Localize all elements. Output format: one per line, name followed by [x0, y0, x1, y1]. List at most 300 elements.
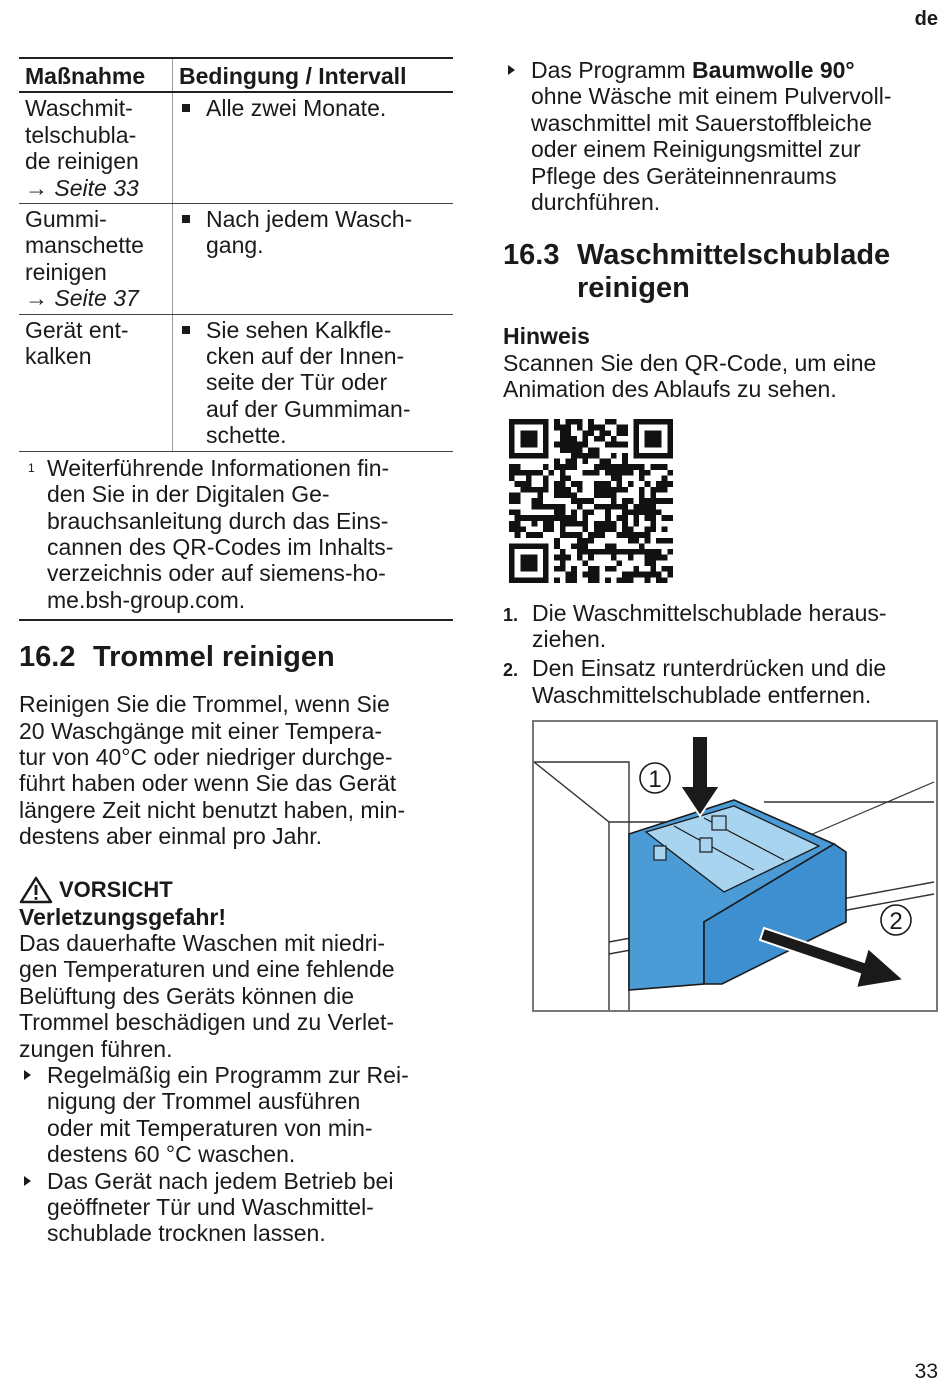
- condition-line: seite der Tür oder: [206, 369, 388, 396]
- bullet-line: Pflege des Geräteinnenraums: [531, 162, 837, 189]
- qr-module: [543, 487, 549, 493]
- qr-module: [645, 577, 651, 583]
- qr-module: [599, 526, 605, 532]
- step-2-label: 2: [889, 908, 903, 936]
- qr-module: [543, 464, 549, 470]
- qr-module: [605, 515, 611, 521]
- qr-module: [633, 503, 639, 509]
- qr-module: [605, 470, 611, 476]
- qr-module: [543, 520, 549, 526]
- qr-module: [611, 526, 617, 532]
- qr-module: [560, 441, 566, 447]
- qr-module: [537, 492, 543, 498]
- qr-module: [611, 464, 617, 470]
- qr-module: [583, 549, 589, 555]
- step-item: [503, 600, 939, 653]
- qr-module: [667, 566, 673, 572]
- measure-line: Waschmit-: [25, 95, 133, 122]
- qr-module: [594, 549, 600, 555]
- qr-module: [645, 571, 651, 577]
- intro-line: 20 Waschgänge mit einer Tempera-: [19, 717, 383, 744]
- qr-module: [554, 424, 560, 430]
- qr-module: [662, 515, 668, 521]
- qr-module: [667, 498, 673, 504]
- qr-module: [628, 526, 634, 532]
- table-header-row: [19, 58, 453, 92]
- qr-module: [566, 458, 572, 464]
- qr-module: [583, 453, 589, 459]
- qr-module: [622, 453, 628, 459]
- qr-module: [571, 464, 577, 470]
- qr-module: [616, 549, 622, 555]
- qr-module: [549, 520, 555, 526]
- qr-module: [537, 503, 543, 509]
- qr-module: [628, 509, 634, 515]
- qr-module: [577, 503, 583, 509]
- qr-module: [616, 464, 622, 470]
- qr-module: [571, 543, 577, 549]
- qr-module: [532, 487, 538, 493]
- qr-module: [509, 464, 515, 470]
- qr-module: [526, 470, 532, 476]
- qr-module: [509, 526, 515, 532]
- qr-module: [616, 560, 622, 566]
- page-reference-link[interactable]: → Seite 33: [25, 174, 139, 201]
- qr-module: [599, 436, 605, 442]
- qr-module: [588, 419, 594, 425]
- qr-module: [616, 470, 622, 476]
- qr-module: [639, 571, 645, 577]
- qr-module: [605, 520, 611, 526]
- qr-module: [605, 492, 611, 498]
- qr-module: [611, 419, 617, 425]
- bullet-text: Das Programm: [531, 57, 693, 83]
- qr-module: [560, 509, 566, 515]
- qr-module: [616, 577, 622, 583]
- qr-module: [594, 566, 600, 572]
- qr-module: [583, 543, 589, 549]
- qr-module: [605, 441, 611, 447]
- qr-module: [554, 458, 560, 464]
- qr-module: [520, 430, 537, 447]
- footnote-line: me.bsh-group.com.: [47, 586, 246, 613]
- warning-headline: Verletzungsgefahr!: [19, 903, 227, 930]
- qr-module: [599, 458, 605, 464]
- qr-module: [599, 464, 605, 470]
- bullet-line: Das Gerät nach jedem Betrieb bei: [47, 1167, 394, 1194]
- qr-module: [537, 487, 543, 493]
- qr-module: [633, 571, 639, 577]
- qr-module: [605, 543, 611, 549]
- qr-module: [583, 498, 589, 504]
- qr-module: [662, 537, 668, 543]
- qr-module: [583, 526, 589, 532]
- qr-module: [515, 498, 521, 504]
- qr-module: [650, 560, 656, 566]
- bullet-line: oder mit Temperaturen von min-: [47, 1114, 373, 1141]
- qr-module: [560, 566, 566, 572]
- qr-module: [662, 464, 668, 470]
- step-line: Die Waschmittelschublade heraus-: [532, 599, 887, 626]
- qr-module: [650, 509, 656, 515]
- qr-module: [667, 515, 673, 521]
- qr-module: [605, 566, 611, 572]
- qr-module: [599, 503, 605, 509]
- qr-module: [650, 554, 656, 560]
- qr-module: [628, 554, 634, 560]
- qr-module: [537, 515, 543, 521]
- qr-module: [616, 481, 622, 487]
- qr-module: [526, 481, 532, 487]
- qr-module: [662, 577, 668, 583]
- qr-module: [554, 481, 560, 487]
- qr-module: [588, 453, 594, 459]
- qr-module: [656, 571, 662, 577]
- qr-module: [560, 526, 566, 532]
- qr-module: [616, 503, 622, 509]
- qr-module: [509, 509, 515, 515]
- qr-module: [633, 566, 639, 572]
- qr-module: [566, 515, 572, 521]
- section-intro: [19, 691, 453, 849]
- push-down-arrow: [680, 736, 720, 816]
- qr-module: [520, 481, 526, 487]
- qr-module: [633, 549, 639, 555]
- qr-module: [588, 537, 594, 543]
- qr-module: [645, 560, 651, 566]
- qr-module: [633, 515, 639, 521]
- qr-module: [639, 509, 645, 515]
- qr-module: [639, 487, 645, 493]
- qr-module: [594, 571, 600, 577]
- insert-tab: [654, 846, 666, 860]
- qr-module: [645, 430, 662, 447]
- condition-line: Nach jedem Wasch-: [206, 206, 413, 233]
- qr-module: [622, 532, 628, 538]
- qr-module: [588, 447, 594, 453]
- qr-module: [605, 503, 611, 509]
- qr-module: [645, 549, 651, 555]
- note-text: [503, 350, 939, 403]
- qr-module: [571, 515, 577, 521]
- qr-module: [571, 498, 577, 504]
- qr-module: [577, 453, 583, 459]
- qr-module: [622, 430, 628, 436]
- warning-line: zungen führen.: [19, 1035, 173, 1062]
- qr-module: [554, 509, 560, 515]
- right-column: [503, 57, 939, 1012]
- qr-module: [622, 526, 628, 532]
- qr-module: [650, 492, 656, 498]
- qr-module: [515, 481, 521, 487]
- qr-module: [656, 549, 662, 555]
- arrow-bullet-icon: [24, 1070, 31, 1080]
- qr-module: [577, 419, 583, 425]
- table-header-condition: Bedingung / Intervall: [173, 58, 454, 92]
- measure-line: de reinigen: [25, 148, 139, 175]
- section-title: Trommel reinigen: [93, 641, 335, 674]
- qr-module: [605, 419, 611, 425]
- qr-module: [571, 453, 577, 459]
- qr-module: [599, 481, 605, 487]
- qr-module: [605, 509, 611, 515]
- qr-module: [566, 532, 572, 538]
- measure-line: Gerät ent-: [25, 316, 129, 343]
- qr-module: [611, 498, 617, 504]
- measure-line: manschette: [25, 232, 144, 259]
- qr-module: [549, 526, 555, 532]
- step-line: Waschmittelschublade entfernen.: [532, 681, 872, 708]
- qr-module: [622, 571, 628, 577]
- section-number: 16.2: [19, 641, 76, 674]
- qr-module: [560, 487, 566, 493]
- qr-module: [583, 436, 589, 442]
- bullet-line: waschmittel mit Sauerstoffbleiche: [531, 109, 872, 136]
- qr-module: [639, 498, 645, 504]
- qr-module: [628, 498, 634, 504]
- qr-module: [588, 554, 594, 560]
- qr-module: [622, 441, 628, 447]
- qr-module: [605, 430, 611, 436]
- qr-module: [594, 447, 600, 453]
- qr-code-icon: [509, 419, 673, 583]
- table-cell-measure: [19, 204, 173, 315]
- qr-module: [566, 492, 572, 498]
- warning-label: VORSICHT: [59, 876, 173, 902]
- qr-module: [662, 554, 668, 560]
- qr-module: [571, 566, 577, 572]
- qr-module: [656, 509, 662, 515]
- qr-module: [532, 532, 538, 538]
- qr-module: [616, 424, 622, 430]
- qr-module: [571, 577, 577, 583]
- measure-line: telschubla-: [25, 121, 137, 148]
- qr-module: [577, 532, 583, 538]
- table-row: [19, 92, 453, 203]
- qr-module: [622, 424, 628, 430]
- qr-module: [543, 475, 549, 481]
- qr-module: [515, 532, 521, 538]
- qr-module: [566, 430, 572, 436]
- qr-module: [554, 554, 560, 560]
- qr-module: [628, 481, 634, 487]
- qr-module: [628, 470, 634, 476]
- qr-module: [650, 520, 656, 526]
- qr-module: [532, 503, 538, 509]
- square-bullet-icon: [182, 215, 190, 223]
- qr-module: [577, 441, 583, 447]
- qr-module: [622, 487, 628, 493]
- qr-module: [645, 515, 651, 521]
- qr-module: [571, 447, 577, 453]
- footnote-mark: 1: [28, 460, 35, 475]
- qr-module: [622, 515, 628, 521]
- qr-module: [543, 515, 549, 521]
- qr-module: [560, 436, 566, 442]
- qr-module: [554, 441, 560, 447]
- qr-module: [560, 475, 566, 481]
- qr-module: [566, 554, 572, 560]
- qr-module: [611, 503, 617, 509]
- qr-module: [560, 424, 566, 430]
- table-cell-measure: [19, 314, 173, 451]
- bullet-line: ohne Wäsche mit einem Pulvervoll-: [531, 83, 892, 110]
- condition-item: [179, 206, 447, 259]
- qr-module: [520, 487, 526, 493]
- qr-module: [611, 566, 617, 572]
- qr-module: [667, 571, 673, 577]
- qr-module: [583, 537, 589, 543]
- qr-code[interactable]: [509, 419, 939, 588]
- qr-module: [560, 560, 566, 566]
- qr-module: [566, 424, 572, 430]
- qr-module: [566, 447, 572, 453]
- qr-module: [628, 532, 634, 538]
- qr-module: [633, 532, 639, 538]
- language-tag: de: [914, 8, 938, 30]
- machine-edge: [794, 782, 934, 842]
- qr-module: [639, 549, 645, 555]
- qr-module: [571, 436, 577, 442]
- condition-line: schette.: [206, 422, 287, 449]
- qr-module: [650, 487, 656, 493]
- qr-module: [616, 441, 622, 447]
- qr-module: [509, 520, 515, 526]
- condition-item: [179, 95, 447, 121]
- qr-module: [543, 526, 549, 532]
- intro-line: längere Zeit nicht benutzt haben, min-: [19, 796, 406, 823]
- qr-module: [554, 543, 560, 549]
- qr-module: [667, 537, 673, 543]
- qr-module: [645, 526, 651, 532]
- qr-module: [509, 470, 515, 476]
- warning-bullet: [19, 1062, 453, 1168]
- qr-module: [560, 549, 566, 555]
- qr-module: [520, 554, 537, 571]
- qr-module: [583, 520, 589, 526]
- measure-line: Gummi-: [25, 206, 107, 233]
- qr-module: [662, 526, 668, 532]
- qr-module: [594, 424, 600, 430]
- table-row: [19, 314, 453, 451]
- qr-module: [566, 571, 572, 577]
- qr-module: [650, 549, 656, 555]
- steps-list: [503, 600, 939, 709]
- qr-module: [537, 532, 543, 538]
- qr-module: [645, 532, 651, 538]
- qr-module: [622, 458, 628, 464]
- qr-module: [577, 447, 583, 453]
- qr-module: [554, 515, 560, 521]
- qr-module: [526, 475, 532, 481]
- qr-module: [639, 492, 645, 498]
- warning-line: Belüftung des Geräts können die: [19, 982, 355, 1009]
- qr-module: [520, 470, 526, 476]
- qr-module: [639, 475, 645, 481]
- table-cell-condition: [173, 314, 454, 451]
- qr-module: [571, 520, 577, 526]
- qr-module: [639, 503, 645, 509]
- qr-module: [588, 498, 594, 504]
- qr-module: [515, 515, 521, 521]
- footnote-line: cannen des QR-Codes im Inhalts-: [47, 533, 394, 560]
- qr-module: [532, 520, 538, 526]
- qr-module: [577, 487, 583, 493]
- qr-module: [583, 470, 589, 476]
- machine-edge: [534, 762, 609, 1010]
- qr-module: [543, 481, 549, 487]
- qr-module: [611, 554, 617, 560]
- qr-module: [549, 503, 555, 509]
- condition-line: gang.: [206, 232, 264, 259]
- qr-module: [560, 515, 566, 521]
- qr-module: [566, 487, 572, 493]
- qr-module: [571, 571, 577, 577]
- qr-module: [577, 498, 583, 504]
- square-bullet-icon: [182, 326, 190, 334]
- qr-module: [633, 520, 639, 526]
- bullet-line: schublade trocknen lassen.: [47, 1220, 326, 1247]
- qr-module: [566, 577, 572, 583]
- qr-module: [599, 424, 605, 430]
- insert-tab: [700, 838, 712, 852]
- qr-module: [599, 520, 605, 526]
- arrow-bullet-icon: [508, 65, 515, 75]
- qr-module: [639, 532, 645, 538]
- page-reference-link[interactable]: → Seite 37: [25, 285, 139, 312]
- qr-module: [554, 487, 560, 493]
- step-item: [503, 655, 939, 708]
- qr-module: [628, 571, 634, 577]
- qr-module: [583, 509, 589, 515]
- qr-module: [509, 475, 515, 481]
- qr-module: [543, 503, 549, 509]
- qr-module: [599, 532, 605, 538]
- table-row: [19, 204, 453, 315]
- warning-text: [19, 930, 453, 1062]
- qr-module: [560, 503, 566, 509]
- footnote-line: brauchsanleitung durch das Eins-: [47, 507, 389, 534]
- arrow-bullet-icon: [24, 1176, 31, 1186]
- qr-module: [605, 458, 611, 464]
- qr-module: [650, 515, 656, 521]
- qr-module: [605, 577, 611, 583]
- qr-module: [622, 498, 628, 504]
- title-line: Waschmittelschublade: [577, 239, 891, 272]
- bullet-line: geöffneter Tür und Waschmittel-: [47, 1194, 374, 1221]
- qr-module: [515, 470, 521, 476]
- qr-module: [509, 498, 515, 504]
- qr-module: [611, 543, 617, 549]
- qr-module: [515, 509, 521, 515]
- qr-module: [571, 458, 577, 464]
- qr-module: [639, 464, 645, 470]
- bullet-line: Regelmäßig ein Programm zur Rei-: [47, 1062, 409, 1088]
- qr-module: [588, 430, 594, 436]
- qr-module: [577, 481, 583, 487]
- qr-module: [577, 537, 583, 543]
- qr-module: [560, 492, 566, 498]
- qr-module: [588, 532, 594, 538]
- qr-module: [662, 498, 668, 504]
- bullet-line: oder einem Reinigungsmittel zur: [531, 136, 861, 163]
- qr-module: [583, 571, 589, 577]
- qr-module: [560, 532, 566, 538]
- qr-module: [611, 475, 617, 481]
- qr-module: [594, 503, 600, 509]
- qr-module: [566, 436, 572, 442]
- qr-module: [515, 520, 521, 526]
